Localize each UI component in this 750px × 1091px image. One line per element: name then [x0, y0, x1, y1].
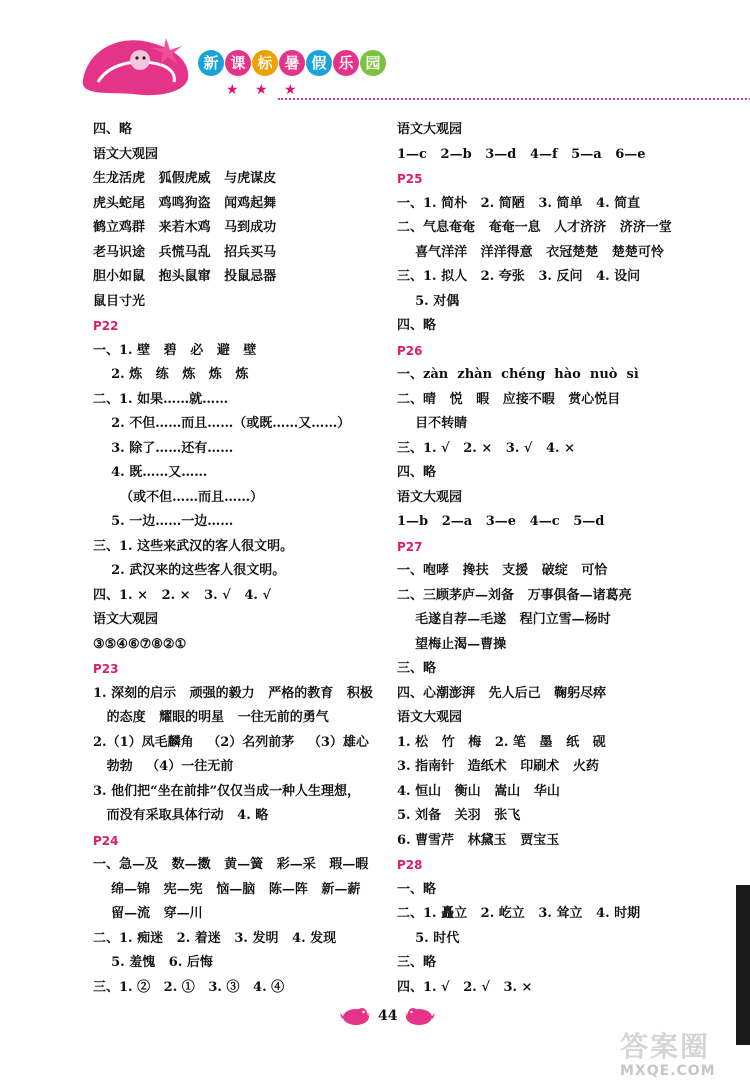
page-label: P26 [397, 343, 423, 358]
left-answer-column [93, 118, 393, 1000]
answer-line: 5. 时代 [397, 930, 460, 946]
answer-line: 3. 指南针 造纸术 印刷术 火药 [397, 759, 599, 774]
answer-line: 三、1. 这些来武汉的客人很文明。 [93, 538, 294, 554]
watermark-logo [620, 1025, 740, 1085]
answer-line: 四、略 [397, 465, 437, 480]
banner-char: 课 [225, 50, 251, 76]
answer-line: 目不转睛 [397, 416, 468, 431]
banner-char: 假 [306, 50, 332, 76]
bird-left-icon [340, 1005, 372, 1027]
answer-line: 而没有采取具体行动 4. 略 [93, 808, 269, 823]
answer-line: 4. 恒山 衡山 嵩山 华山 [397, 783, 560, 799]
answer-line: ③⑤④⑥⑦⑧②① [93, 636, 187, 652]
answer-line: 5. 一边……一边…… [93, 514, 234, 529]
banner-char: 园 [360, 50, 386, 76]
page-label: P24 [93, 833, 119, 848]
answer-line: 1. 松 竹 梅 2. 笔 墨 纸 砚 [397, 734, 606, 750]
answer-line: 鼠目寸光 [93, 293, 146, 309]
section-heading: 语文大观园 [397, 122, 463, 137]
page-label: P25 [397, 172, 423, 186]
page-label: P27 [397, 539, 423, 554]
answer-line: 一、1. 壁 碧 必 避 壁 [93, 342, 257, 358]
answer-line: 5. 羞愧 6. 后悔 [93, 955, 213, 970]
answer-line: 勃勃 （4）一往无前 [93, 759, 234, 774]
answer-line: 望梅止渴—曹操 [397, 636, 507, 652]
watermark-text: 答案圈 [620, 1030, 711, 1063]
answer-line: （或不但……而且……） [93, 489, 264, 505]
answer-line: 的态度 耀眼的明星 一往无前的勇气 [93, 710, 329, 725]
answer-line: 二、1. 如果……就…… [93, 391, 229, 407]
answer-line: 一、咆哮 搀扶 支援 破绽 可恰 [397, 563, 608, 578]
banner-char: 新 [198, 50, 224, 76]
answer-line: 三、1. 拟人 2. 夸张 3. 反问 4. 设问 [397, 269, 641, 284]
answer-line: 三、1. ② 2. ① 3. ③ 4. ④ [93, 979, 285, 995]
page-label: P22 [93, 319, 119, 333]
answer-line: 老马识途 兵慌马乱 招兵买马 [93, 244, 277, 260]
answer-line: 一、zàn zhàn chéng hào nuò sì [397, 367, 639, 382]
answer-line: 四、心潮澎湃 先人后己 鞠躬尽瘁 [397, 685, 607, 701]
answer-line: 1. 深刻的启示 顽强的毅力 严格的教育 积极 [93, 685, 373, 701]
answer-line: 四、1. × 2. × 3. √ 4. √ [93, 587, 271, 603]
answer-line: 三、1. √ 2. × 3. √ 4. × [397, 440, 575, 456]
answer-line: 四、略 [93, 122, 133, 137]
answer-line: 鹤立鸡群 来若木鸡 马到成功 [93, 220, 277, 235]
section-heading: 语文大观园 [397, 489, 463, 505]
answer-line: 绵—锦 宪—宪 恼—脑 陈—阵 新—薪 [93, 881, 361, 897]
answer-line: 2. 炼 练 炼 炼 炼 [93, 367, 249, 382]
bird-right-icon [403, 1005, 435, 1027]
answer-line: 二、气息奄奄 奄奄一息 人才济济 济济一堂 [397, 220, 672, 235]
banner-char: 乐 [333, 50, 359, 76]
answer-line: 喜气洋洋 洋洋得意 衣冠楚楚 楚楚可怜 [397, 244, 664, 260]
answer-line: 1—c 2—b 3—d 4—f 5—a 6—e [397, 146, 646, 162]
page-label: P23 [93, 662, 119, 676]
banner-char: 暑 [279, 50, 305, 76]
answer-line: 3. 除了……还有…… [93, 440, 234, 456]
page-footer [340, 1005, 435, 1027]
answer-line: 二、1. 痴迷 2. 着迷 3. 发明 4. 发现 [93, 930, 337, 946]
answer-line: 三、略 [397, 955, 437, 970]
answer-line: 5. 刘备 关羽 张飞 [397, 808, 521, 823]
answer-line: 四、略 [397, 318, 437, 333]
page-header [78, 20, 688, 100]
answer-line: 生龙活虎 狐假虎威 与虎谋皮 [93, 171, 277, 186]
answer-line: 6. 曹雪芹 林黛玉 贾宝玉 [397, 832, 560, 848]
answer-line: 4. 既……又…… [93, 465, 208, 480]
mascot-logo-icon [78, 30, 198, 100]
side-edge-tab [736, 885, 750, 1045]
section-heading: 语文大观园 [93, 612, 159, 627]
answer-line: 二、三顾茅庐—刘备 万事俱备—诸葛亮 [397, 587, 632, 603]
answer-line: 1—b 2—a 3—e 4—c 5—d [397, 514, 605, 529]
right-answer-column [397, 118, 697, 1000]
section-heading: 语文大观园 [397, 710, 463, 725]
answer-line: 三、略 [397, 661, 437, 676]
page-number: 44 [378, 1008, 398, 1024]
answer-line: 虎头蛇尾 鸡鸣狗盗 闻鸡起舞 [93, 195, 277, 211]
answer-line: 一、1. 简朴 2. 简陋 3. 简单 4. 简直 [397, 195, 641, 211]
section-heading: 语文大观园 [93, 146, 159, 162]
answer-line: 一、急—及 数—擞 黄—簧 彩—采 瑕—暇 [93, 857, 369, 872]
answer-line: 毛遂自荐—毛遂 程门立雪—杨时 [397, 612, 611, 627]
banner-char: 标 [252, 50, 278, 76]
answer-line: 一、略 [397, 881, 437, 897]
answer-line: 2. 武汉来的这些客人很文明。 [93, 563, 286, 578]
answer-line: 2. 不但……而且……（或既……又……） [93, 416, 351, 431]
answer-line: 二、晴 悦 暇 应接不暇 赏心悦目 [397, 391, 621, 407]
answer-line: 3. 他们把“坐在前排”仅仅当成一种人生理想， [93, 783, 361, 799]
answer-line: 留—流 穿—川 [93, 906, 203, 921]
answer-line: 胆小如鼠 抱头鼠窜 投鼠忌器 [93, 269, 277, 284]
answer-line: 四、1. √ 2. √ 3. × [397, 979, 533, 995]
answer-line: 5. 对偶 [397, 293, 460, 309]
answer-line: 2.（1）凤毛麟角 （2）名列前茅 （3）雄心 [93, 734, 369, 750]
watermark-url: MXQE.COM [620, 1063, 716, 1079]
header-divider [278, 98, 750, 100]
page-label: P28 [397, 858, 423, 872]
banner-title [198, 46, 386, 80]
answer-line: 二、1. 矗立 2. 屹立 3. 耸立 4. 时期 [397, 906, 641, 921]
stars-decoration: ★ ★ ★ [226, 82, 303, 98]
